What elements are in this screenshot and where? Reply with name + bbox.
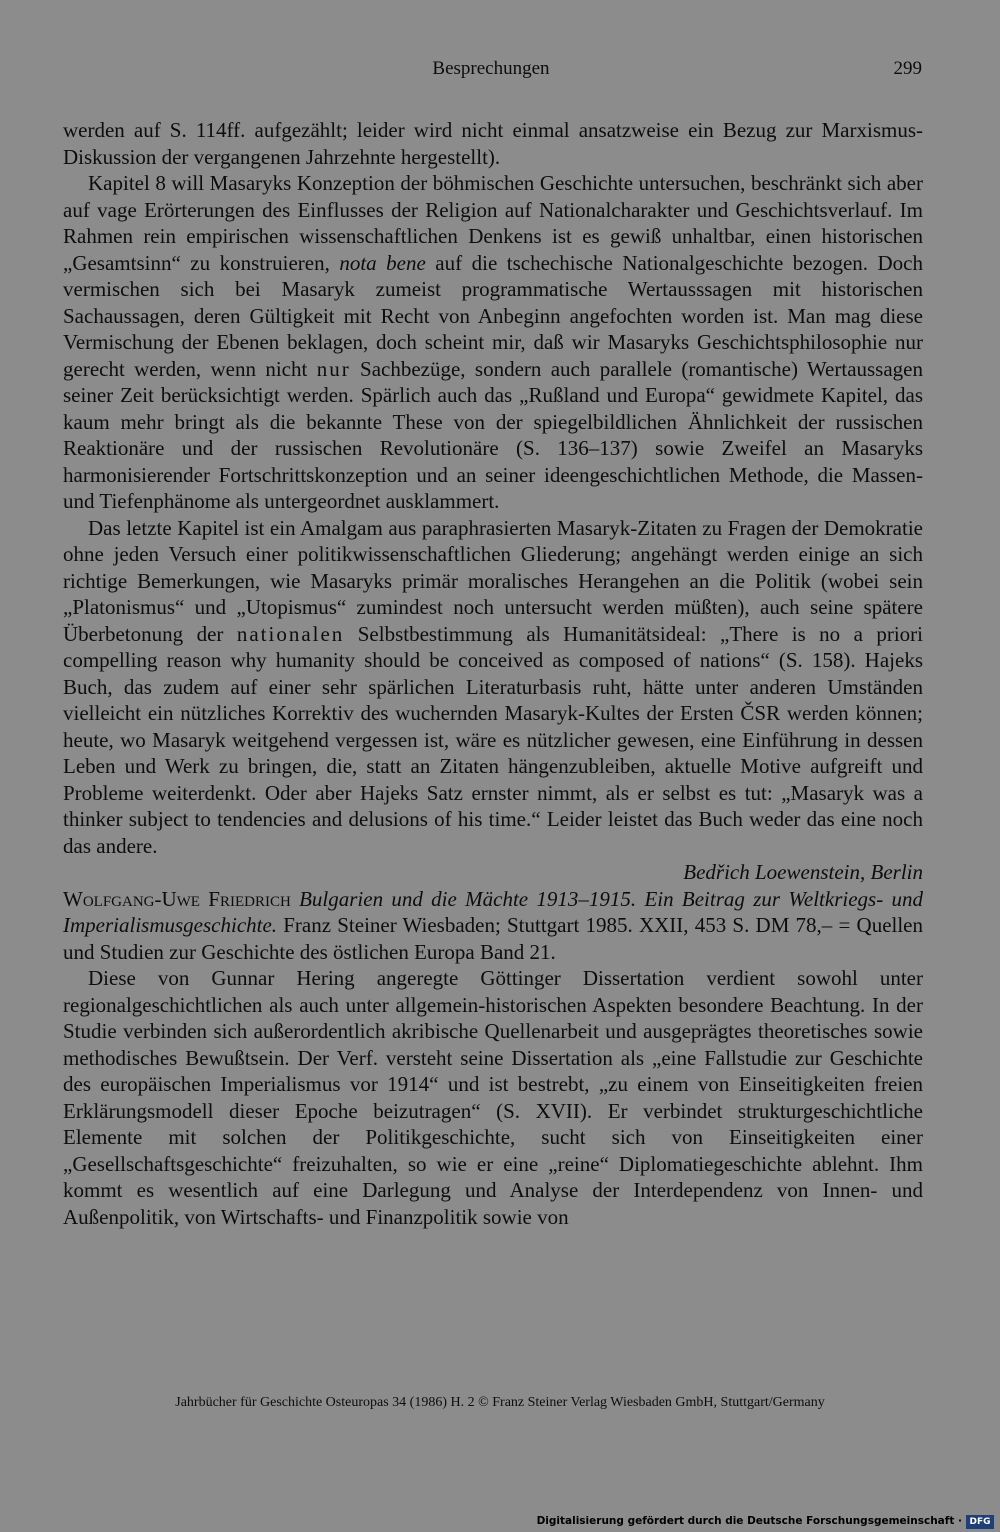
text-run: Sachbezüge, sondern auch parallele (romantische) Wertaussagen seiner Zeit berücksichtigt werden. Spärlich auch das „Rußland und Europa“ gewidmete Kapitel, das kaum mehr bringt als die bekannte These von der spiegelbildlichen Ähnlichkeit der russischen Reaktionäre und der russischen Revolutionäre (S. 136–137) sowie Zweifel an Masaryks harmonisierender Fortschrittskonzeption und an seiner ideengeschichtlichen Methode, die Massen- und Tiefenphänome als untergeordnet ausklammert. <box>63 356 923 513</box>
text-run: Kapitel 8 will Masaryks Konzeption der böhmischen Geschichte untersuchen, beschränkt sich aber auf vage Erörterungen des Einflusses der Religion auf Nationalcharakter und Geschichtsverlauf. Im Rahmen rein empirischen wissenschaftlichen Denkens ist es gewiß unhaltbar, einen historischen „Gesamtsinn“ zu konstruieren, <box>63 171 923 275</box>
paragraph <box>63 515 923 860</box>
text-run-spaced: nur <box>316 356 351 381</box>
text-run-italic: nota bene <box>339 250 426 275</box>
running-title: Besprechungen <box>432 58 550 79</box>
page-body <box>63 117 923 1230</box>
reviewer-signature: Bedřich Loewenstein, Berlin <box>683 860 923 884</box>
paragraph: Diese von Gunnar Hering angeregte Göttinger Dissertation verdient sowohl unter regionalgeschichtlichen als auch unter allgemein-historischen Aspekten besondere Beachtung. In der Studie verbinden sich außerordentlich akribische Quellenarbeit und ausgeprägtes theoretisches sowie methodisches Bewußtsein. Der Verf. versteht seine Dissertation als „eine Fallstudie zur Geschichte des europäischen Imperialismus vor 1914“ und ist bestrebt, „zu einem von Einseitigkeiten freien Erklärungsmodell dieser Epoche beizutragen“ (S. XVII). Er verbindet strukturgeschichtliche Elemente mit solchen der Politikgeschichte, sucht sich von Einseitigkeiten einer „Gesellschaftsgeschichte“ freizuhalten, so wie er eine „reine“ Diplomatiegeschichte ablehnt. Ihm kommt es wesentlich auf eine Darlegung und Analyse der Interdependenz von Innen- und Außenpolitik, von Wirtschafts- und Finanzpolitik sowie von <box>63 966 923 1229</box>
text-run: Selbstbestimmung als Humanitätsideal: „There is no a priori compelling reason why humanity should be conceived as composed of nations“ (S. 158). Hajeks Buch, das zudem auf einer sehr spärlichen Literaturbasis ruht, hätte unter anderen Umständen vielleicht ein nützliches Korrektiv des wuchernden Masaryk-Kultes der Ersten ČSR werden können; heute, wo Masaryk weitgehend vergessen ist, wäre es nützlicher gewesen, eine Einführung in dessen Leben und Werk zu bringen, die, statt an Zitaten hängenzubleiben, aktuelle Motive aufgreift und Probleme weiterdenkt. Oder aber Hajeks Satz ernster nimmt, als er selbst es tut: „Masaryk was a thinker subject to tendencies and delusions of his time.“ Leider leistet das Buch weder das eine noch das andere. <box>63 621 924 858</box>
page-number: 299 <box>893 58 922 79</box>
dfg-text: Digitalisierung gefördert durch die Deutsche Forschungsgemeinschaft · <box>536 1515 962 1527</box>
book-author: Wolfgang-Uwe Friedrich <box>63 886 291 911</box>
text-run: Das letzte Kapitel ist ein Amalgam aus paraphrasierten Masaryk-Zitaten zu Fragen der Demokratie ohne jeden Versuch einer politikwissenschaftlichen Gliederung; angehängt werden einige an sich richtige Bemerkungen, wie Masaryks primär moralisches Herangehen an die Politik (wobei sein „Platonismus“ und „Utopismus“ zumindest noch untersucht werden müßten), auch seine spätere Überbetonung der <box>63 515 923 646</box>
review-header <box>63 886 923 966</box>
publication-info: Franz Steiner Wiesbaden; Stuttgart 1985. XXII, 453 S. DM 78,– = Quellen und Studien zur Geschichte des östlichen Europa Band 21. <box>63 913 923 964</box>
paragraph <box>63 170 923 515</box>
book-title: Bulgarien und die Mächte 1913–1915. Ein Beitrag zur Weltkriegs- und Imperialismusgeschichte. <box>63 886 924 937</box>
dfg-logo-icon: DFG <box>966 1515 994 1529</box>
text-run-spaced: nationalen <box>236 621 345 646</box>
text-run: auf die tschechische Nationalgeschichte bezogen. Doch vermischen sich bei Masaryk zumeist programmatische Wertausssagen mit historischen Sachaussagen, deren Gültigkeit mit Recht von Anbeginn angefochten worden ist. Man mag diese Vermischung der Ebenen beklagen, doch scheint mir, daß wir Masaryks Geschichtsphilosophie nur gerecht werden, wenn nicht <box>63 250 923 381</box>
footer-citation: Jahrbücher für Geschichte Osteuropas 34 (1986) H. 2 © Franz Steiner Verlag Wiesbaden GmbH, Stuttgart/Germany <box>175 1395 825 1410</box>
paragraph: werden auf S. 114ff. aufgezählt; leider wird nicht einmal ansatzweise ein Bezug zur Marxismus-Diskussion der vergangenen Jahrzehnte hergestellt). <box>63 118 923 169</box>
dfg-banner <box>0 1514 1000 1532</box>
running-head <box>0 58 1000 86</box>
